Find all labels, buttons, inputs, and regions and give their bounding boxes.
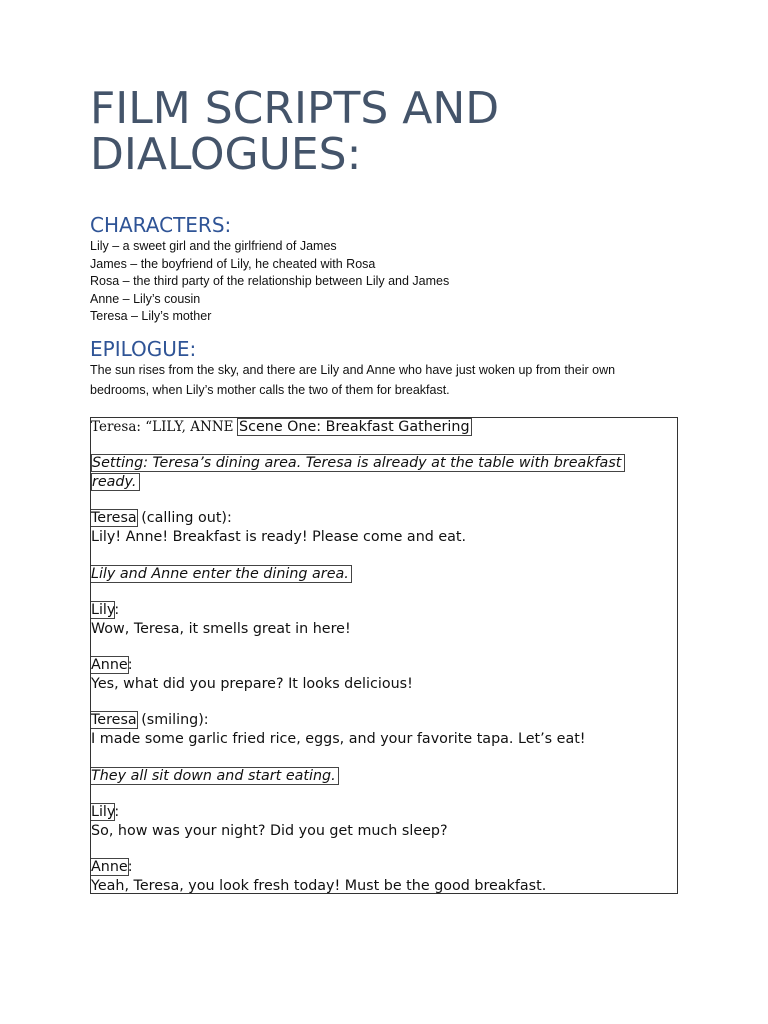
list-item: Anne – Lily’s cousin: [90, 291, 201, 306]
action-text: Lily and Anne enter the dining area.: [91, 566, 349, 582]
dialogue-line: Yeah, Teresa, you look fresh today! Must be the good breakfast.: [91, 878, 547, 894]
speaker-name: Anne: [91, 657, 128, 673]
speaker-line: [91, 858, 133, 877]
character-list: [90, 238, 690, 326]
overlap-text: Teresa: “LILY, ANNE: [91, 419, 234, 435]
scene-title: Scene One: Breakfast Gathering: [239, 419, 470, 435]
stage-direction: :: [127, 859, 133, 875]
dialogue-line: Wow, Teresa, it smells great in here!: [91, 621, 351, 637]
scene-header-line: [91, 418, 471, 437]
list-item: Teresa – Lily’s mother: [90, 309, 212, 324]
action-line: [91, 565, 351, 584]
script-box: [90, 417, 678, 894]
list-item: James – the boyfriend of Lily, he cheated with Rosa: [90, 256, 376, 271]
characters-heading: CHARACTERS:: [90, 213, 232, 237]
action-text: They all sit down and start eating.: [91, 768, 336, 784]
speaker-name: Teresa: [91, 510, 137, 526]
stage-direction: :: [114, 804, 120, 820]
speaker-name: Anne: [91, 859, 128, 875]
stage-direction: :: [114, 602, 120, 618]
stage-direction: :: [127, 657, 133, 673]
speaker-line: [91, 601, 119, 620]
epilogue-heading: EPILOGUE:: [90, 337, 197, 361]
setting-line: [91, 454, 671, 492]
speaker-name: Teresa: [91, 712, 137, 728]
dialogue-line: Lily! Anne! Breakfast is ready! Please come and eat.: [91, 529, 467, 545]
stage-direction: (smiling):: [136, 712, 209, 728]
page-title: FILM SCRIPTS AND DIALOGUES:: [90, 83, 500, 180]
stage-direction: (calling out):: [136, 510, 232, 526]
epilogue-paragraph: The sun rises from the sky, and there are Lily and Anne who have just woken up from their own bedrooms, when Lily’s mother calls the two of them for breakfast.: [90, 363, 616, 397]
dialogue-line: Yes, what did you prepare? It looks delicious!: [91, 676, 413, 692]
speaker-name: Lily: [91, 602, 115, 618]
speaker-name: Lily: [91, 804, 115, 820]
dialogue-line: So, how was your night? Did you get much sleep?: [91, 823, 448, 839]
dialogue-line: I made some garlic fried rice, eggs, and your favorite tapa. Let’s eat!: [91, 731, 586, 747]
speaker-line: [91, 656, 133, 675]
list-item: Rosa – the third party of the relationship between Lily and James: [90, 274, 450, 289]
action-line: [91, 767, 338, 786]
setting-text: Setting: Teresa’s dining area. Teresa is already at the table with breakfast ready.: [91, 454, 625, 491]
speaker-line: [91, 509, 232, 528]
list-item: Lily – a sweet girl and the girlfriend of James: [90, 239, 337, 253]
speaker-line: [91, 711, 209, 730]
speaker-line: [91, 803, 119, 822]
